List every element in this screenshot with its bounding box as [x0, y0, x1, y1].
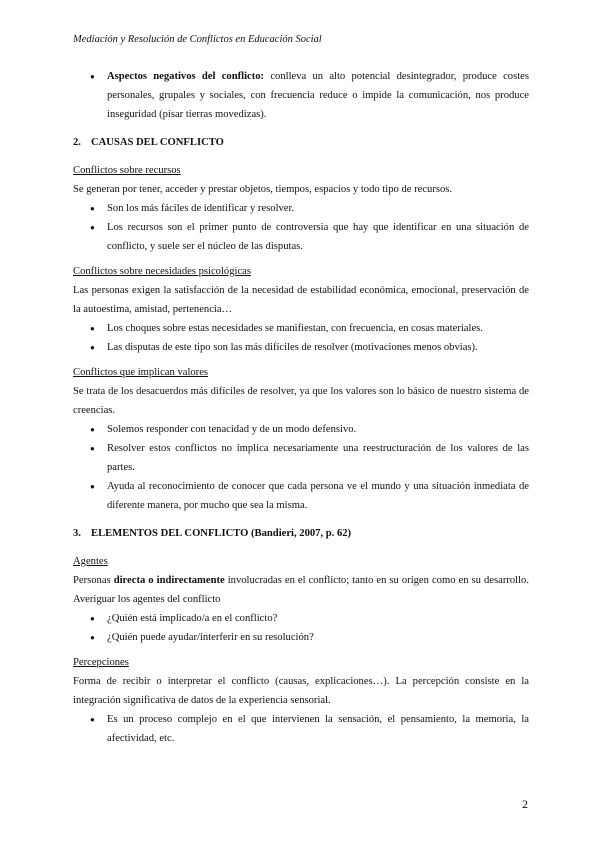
bullet-text: conlleva un alto potencial desintegrador, produce costes personales, grupales y sociales, con frecuencia reduce o impide la comunicación, nos produce inseguridad (pisar tierras movedizas).: [107, 71, 529, 120]
list-item: ● Son los más fáciles de identificar y resolver.: [73, 199, 529, 218]
list-item: ● Resolver estos conflictos no implica necesariamente una reestructuración de los valores de las partes.: [73, 439, 529, 477]
list-item: ● Los choques sobre estas necesidades se manifiestan, con frecuencia, en cosas materiales.: [73, 319, 529, 338]
paragraph: Las personas exigen la satisfacción de la necesidad de estabilidad económica, emocional, preservación de la autoestima, amistad, pertenencia…: [73, 285, 529, 315]
bold-term: directa o indirectamente: [113, 575, 225, 586]
list-item: ● Solemos responder con tenacidad y de un modo defensivo.: [73, 420, 529, 439]
bullet-icon: ●: [90, 343, 95, 352]
list-item: [73, 67, 529, 124]
subsection-heading: Agentes: [73, 556, 108, 567]
running-header: Mediación y Resolución de Conflictos en Educación Social: [73, 34, 322, 45]
bullet-icon: ●: [90, 425, 95, 434]
bold-term: Aspectos negativos del conflicto:: [107, 71, 265, 82]
bullet-icon: ●: [90, 715, 95, 724]
list-item: ● Las disputas de este tipo son las más difíciles de resolver (motivaciones menos obvias).: [73, 338, 529, 357]
list-item: ● ¿Quién puede ayudar/interferir en su resolución?: [73, 628, 529, 647]
bullet-icon: ●: [90, 324, 95, 333]
paragraph: Se trata de los desacuerdos más difíciles de resolver, ya que los valores son lo básico de nuestro sistema de creencias.: [73, 386, 529, 416]
bullet-icon: ●: [90, 614, 95, 623]
list-item: ● Los recursos son el primer punto de controversia que hay que identificar en una situación de conflicto, y suele ser el núcleo de las disputas.: [73, 218, 529, 256]
bullet-icon: ●: [90, 223, 95, 232]
subsection-heading: Conflictos que implican valores: [73, 367, 209, 378]
paragraph: Forma de recibir o interpretar el conflicto (causas, explicaciones…). La percepción consiste en la integración significativa de datos de la experiencia sensorial.: [73, 676, 529, 706]
bullet-icon: ●: [90, 204, 95, 213]
section-heading: 2. CAUSAS DEL CONFLICTO: [73, 137, 224, 148]
paragraph: Personas directa o indirectamente involucradas en el conflicto; tanto en su origen como en su desarrollo. Averiguar los agentes del conflicto: [73, 575, 530, 605]
subsection-heading: Conflictos sobre necesidades psicológicas: [73, 266, 251, 277]
subsection-heading: Percepciones: [73, 657, 129, 668]
paragraph: Se generan por tener, acceder y prestar objetos, tiempos, espacios y todo tipo de recursos.: [73, 184, 453, 195]
list-item: ● ¿Quién está implicado/a en el conflicto?: [73, 609, 529, 628]
page-number: 2: [522, 797, 528, 811]
section-heading: 3. ELEMENTOS DEL CONFLICTO (Bandieri, 2007, p. 62): [73, 528, 352, 539]
subsection-heading: Conflictos sobre recursos: [73, 165, 181, 176]
document-body: [73, 67, 529, 748]
bullet-icon: ●: [90, 72, 95, 81]
bullet-icon: ●: [90, 444, 95, 453]
list-item: ● Ayuda al reconocimiento de conocer que cada persona ve el mundo y una situación inmediata de diferente manera, por mucho que sea la misma.: [73, 477, 529, 515]
list-item: ● Es un proceso complejo en el que intervienen la sensación, el pensamiento, la memoria, la afectividad, etc.: [73, 710, 529, 748]
bullet-icon: ●: [90, 482, 95, 491]
bullet-icon: ●: [90, 633, 95, 642]
